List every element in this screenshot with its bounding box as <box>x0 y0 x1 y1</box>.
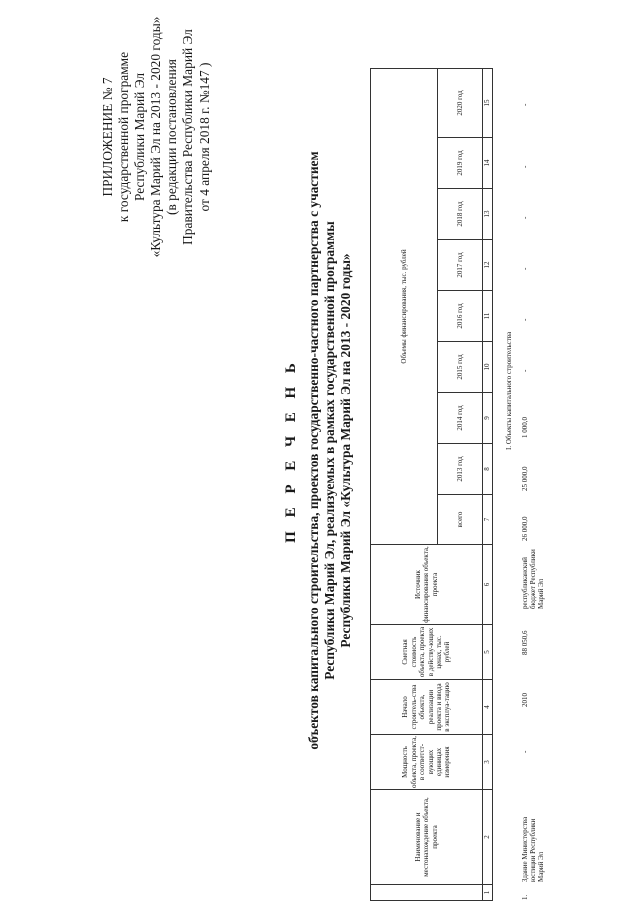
column-number: 3 <box>483 735 493 790</box>
header-cell-2020: 2020 год <box>438 68 483 137</box>
document-subtitle-line: Республики Марий Эл «Культура Марий Эл на 2013 - 2020 годы» <box>338 253 353 648</box>
row-number: 1. <box>521 894 529 900</box>
header-cell-source: Источник финансирования объекта, проекта <box>371 545 483 625</box>
header-cell-name: Наименование и местонахождение объекта, проекта <box>371 790 483 885</box>
header-cell-total: всего <box>438 495 483 545</box>
column-number: 13 <box>483 189 493 240</box>
column-number: 8 <box>483 444 493 495</box>
appendix-line: от 4 апреля 2018 г. №147 ) <box>196 62 212 212</box>
header-cell-2013: 2013 год <box>438 444 483 495</box>
header-cell-start: Начало строитель-ства объекта, реализации проекта и ввода в эксплуа-тацию <box>371 680 483 735</box>
document-title: П Е Р Е Ч Е Н Ь <box>283 358 299 543</box>
appendix-line: Правительства Республики Марий Эл <box>180 29 196 245</box>
row-capacity: - <box>521 750 529 753</box>
column-number: 11 <box>483 291 493 342</box>
header-cell-2014: 2014 год <box>438 393 483 444</box>
header-cell-2016: 2016 год <box>438 291 483 342</box>
appendix-block <box>100 7 213 267</box>
column-number: 15 <box>483 68 493 137</box>
column-number: 6 <box>483 545 493 625</box>
header-cell-2019: 2019 год <box>438 138 483 189</box>
row-2015: - <box>521 369 529 372</box>
appendix-line: ПРИЛОЖЕНИЕ № 7 <box>100 77 115 197</box>
column-number: 14 <box>483 138 493 189</box>
appendix-line: «Культура Марий Эл на 2013 - 2020 годы» <box>148 16 164 258</box>
row-2019: - <box>521 165 529 168</box>
appendix-line: Республики Марий Эл <box>132 72 148 202</box>
row-2014: 1 000,0 <box>521 417 529 438</box>
header-cell-cost: Сметная стоимость объекта, проекта в действу-ющих ценах, тыс. рублей <box>371 625 483 680</box>
column-number: 12 <box>483 240 493 291</box>
document-subtitle-line: Республики Марий Эл, реализуемых в рамках государственной программы <box>322 221 337 680</box>
objects-table <box>370 68 493 901</box>
row-total: 26 000,0 <box>521 516 529 541</box>
section-title: I. Объекты капитального строительства <box>505 331 513 450</box>
row-2013: 25 000,0 <box>521 466 529 491</box>
row-2016: - <box>521 318 529 321</box>
column-number: 1 <box>483 885 493 901</box>
header-cell-2018: 2018 год <box>438 189 483 240</box>
column-number: 10 <box>483 342 493 393</box>
row-object-name: Здание Министерства юстиции Республики Марий Эл <box>521 816 546 882</box>
appendix-line: к государственной программе <box>116 51 132 223</box>
header-cell-2017: 2017 год <box>438 240 483 291</box>
column-number: 9 <box>483 393 493 444</box>
row-cost: 88 050,6 <box>521 630 529 655</box>
appendix-line: (в редакции постановления <box>164 59 180 215</box>
header-cell-2015: 2015 год <box>438 342 483 393</box>
header-cell-capacity: Мощность объекта, проекта, в соответст-вующих единицах измерения <box>371 735 483 790</box>
row-2020: - <box>521 103 529 106</box>
row-2017: - <box>521 267 529 270</box>
row-start-year: 2010 <box>521 693 529 707</box>
row-2018: - <box>521 216 529 219</box>
column-number: 2 <box>483 790 493 885</box>
header-cell-num <box>371 885 483 901</box>
column-number: 4 <box>483 680 493 735</box>
column-number: 7 <box>483 495 493 545</box>
document-subtitle-line: объектов капитального строительства, проектов государственно-частного партнерства с участием <box>306 151 321 750</box>
column-number: 5 <box>483 625 493 680</box>
header-cell-funding: Объемы финансирования, тыс. рублей <box>371 68 438 544</box>
row-funding-source: республиканский бюджет Республики Марий Эл <box>521 549 546 609</box>
